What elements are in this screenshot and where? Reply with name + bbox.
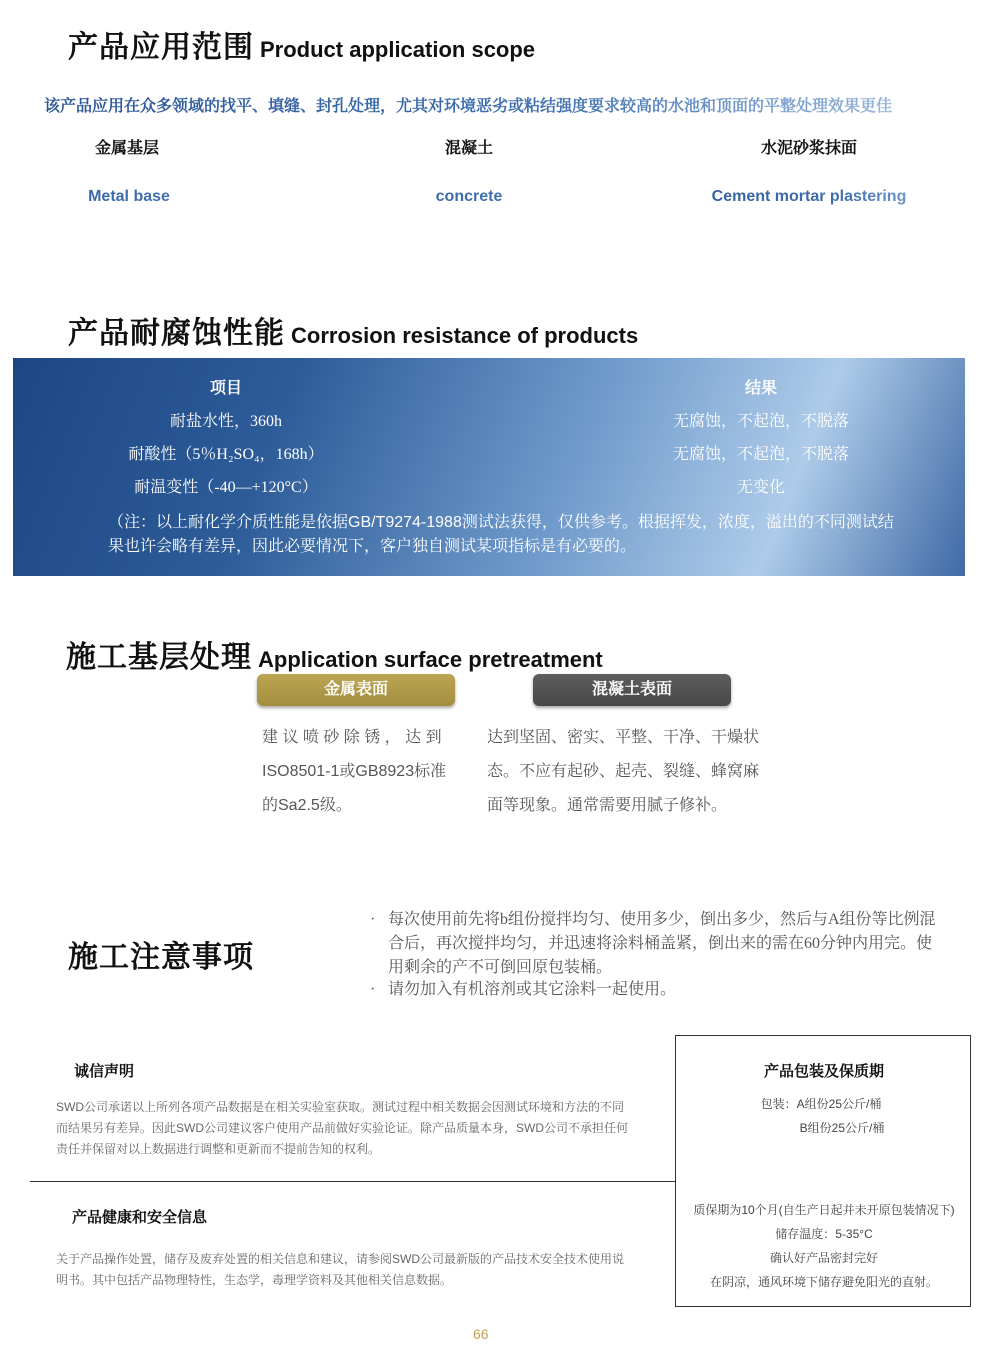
notes-item-1-line-3: 用剩余的产不可倒回原包装桶。 [388, 959, 613, 976]
scope-heading [68, 22, 535, 66]
notes-item-1-line-1: 每次使用前先将b组份搅拌均匀、使用多少，倒出多少，然后与A组份等比例混 [388, 911, 936, 928]
notes-heading [68, 932, 254, 976]
statement-line-3: 责任并保留对以上数据进行调整和更新而不提前告知的权利。 [56, 1142, 381, 1156]
notes-item-1-line-2: 合后，再次搅拌均匀，并迅速将涂料桶盖紧，倒出来的需在60分钟内用完。使 [388, 935, 933, 952]
packaging-shelf-life: 质保期为10个月(自生产日起并未开原包装情况下) [693, 1203, 955, 1217]
packaging-place: 在阴凉，通风环境下储存避免阳光的直射。 [709, 1275, 938, 1289]
notes-item-1 [388, 908, 948, 980]
statement-title: 诚信声明 [74, 1063, 135, 1080]
health-text [56, 1249, 666, 1291]
packaging-sealed: 确认好产品密封完好 [769, 1251, 878, 1265]
metal-line-1: 建 议 喷 砂 除 锈 ， 达 到 [262, 729, 442, 746]
scope-item-mortar-en: Cement mortar plastering [659, 188, 959, 206]
metal-line-3: 的Sa2.5级。 [262, 797, 352, 814]
statement-line-2: 而结果另有差异。因此SWD公司建议客户使用产品前做好实验论证。除产品质量本身，SWD公司不承担任何 [56, 1121, 628, 1135]
concrete-line-3: 面等现象。通常需要用腻子修补。 [487, 797, 728, 814]
notes-title: 施工注意事项 [68, 941, 254, 974]
corrosion-title-zh: 产品耐腐蚀性能 [68, 317, 285, 350]
statement-text [56, 1097, 666, 1160]
scope-item-concrete-en: concrete [319, 188, 619, 206]
row-item-temp: 耐温变性（-40—+120°C） [134, 479, 318, 496]
notes-list [370, 908, 950, 1004]
notes-bullet-1: · [370, 911, 376, 928]
col-header-item: 项目 [209, 380, 242, 397]
page-number: 66 [473, 1326, 489, 1342]
scope-item-mortar-zh: 水泥砂浆抹面 [760, 140, 857, 157]
packaging-box [675, 1035, 971, 1307]
pretreat-heading [66, 632, 603, 676]
row-result-salt: 无腐蚀，不起泡，不脱落 [672, 413, 849, 430]
pretreat-title-zh: 施工基层处理 [66, 641, 252, 674]
scope-item-concrete-zh: 混凝土 [444, 140, 493, 157]
pretreat-title-en: Application surface pretreatment [258, 647, 603, 672]
corrosion-note: （注：以上耐化学介质性能是依据GB/T9274-1988测试法获得，仅供参考。根据挥发，浓度，溢出的不同测试结果也许会略有差异，因此必要情况下，客户独自测试某项指标是有必要的。 [108, 514, 894, 555]
col-header-result: 结果 [744, 380, 777, 397]
concrete-line-2: 态。不应有起砂、起壳、裂缝、蜂窝麻 [487, 763, 760, 780]
corrosion-panel [13, 358, 965, 576]
scope-item-metal-en: Metal base [0, 188, 279, 206]
concrete-surface-text [487, 721, 787, 823]
concrete-surface-tab: 混凝土表面 [533, 674, 731, 706]
packaging-storage-temp: 储存温度：5-35°C [775, 1227, 873, 1241]
corrosion-title-en: Corrosion resistance of products [291, 323, 639, 348]
scope-title-zh: 产品应用范围 [68, 31, 254, 64]
row-result-temp: 无变化 [736, 479, 785, 496]
health-line-2: 明书。其中包括产品物理特性，生态学，毒理学资料及其他相关信息数据。 [56, 1273, 453, 1287]
row-item-acid: 耐酸性（5％H₂SO₄，168h） [128, 446, 324, 463]
packaging-title: 产品包装及保质期 [763, 1063, 884, 1080]
health-line-1: 关于产品操作处置，储存及废弃处置的相关信息和建议，请参阅SWD公司最新版的产品技术安全技术使用说 [56, 1252, 625, 1266]
row-result-acid: 无腐蚀，不起泡，不脱落 [672, 446, 849, 463]
notes-item-2: 请勿加入有机溶剂或其它涂料一起使用。 [388, 981, 677, 998]
section-divider [30, 1181, 676, 1182]
row-item-salt: 耐盐水性，360h [169, 413, 282, 430]
packaging-pack-a: 包装：A组份25公斤/桶 [760, 1097, 882, 1111]
concrete-line-1: 达到坚固、密实、平整、干净、干燥状 [487, 729, 760, 746]
packaging-pack-b: B组份25公斤/桶 [799, 1121, 885, 1135]
metal-surface-tab: 金属表面 [257, 674, 455, 706]
metal-line-2: ISO8501-1或GB8923标准 [262, 763, 447, 780]
notes-bullet-2: · [370, 981, 376, 998]
scope-title-en: Product application scope [260, 37, 536, 62]
metal-surface-text [262, 721, 472, 823]
corrosion-heading [68, 308, 638, 352]
health-title: 产品健康和安全信息 [72, 1209, 208, 1226]
scope-intro: 该产品应用在众多领域的找平、填缝、封孔处理，尤其对环境恶劣或粘结强度要求较高的水池和顶面的平整处理效果更佳 [44, 93, 964, 116]
statement-line-1: SWD公司承诺以上所列各项产品数据是在相关实验室获取。测试过程中相关数据会因测试环境和方法的不同 [56, 1100, 625, 1114]
scope-item-metal-zh: 金属基层 [94, 140, 159, 157]
